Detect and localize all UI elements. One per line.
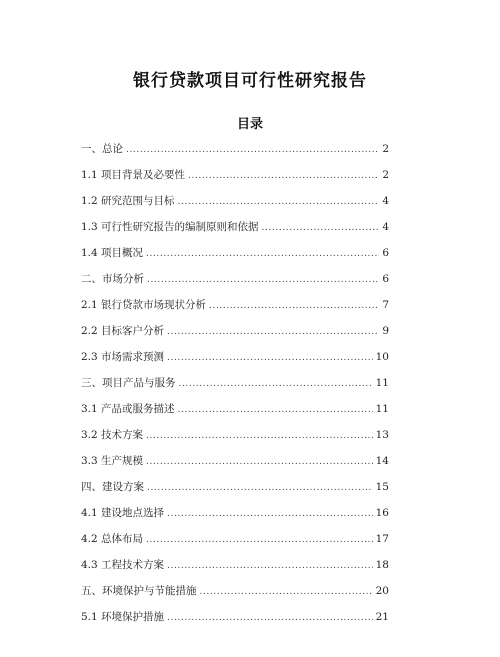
toc-entry[interactable] (81, 552, 389, 578)
toc-dot-leader (146, 527, 373, 553)
toc-entry[interactable] (81, 370, 389, 396)
toc-entry[interactable] (81, 448, 389, 474)
toc-entry-title: 四、建设方案 (81, 481, 144, 493)
toc-entry-title: 3.1 产品或服务描述 (81, 403, 175, 415)
toc-entry-page-number: 4 (382, 221, 389, 233)
toc-entry-page-number: 17 (375, 533, 389, 545)
toc-entry-title: 4.1 建设地点选择 (81, 507, 165, 519)
toc-entry-page-number: 6 (382, 273, 389, 285)
toc-entry-title: 三、项目产品与服务 (81, 377, 176, 389)
toc-entry[interactable] (81, 162, 389, 188)
toc-entry-page-number: 14 (375, 455, 389, 467)
toc-dot-leader (178, 189, 380, 215)
toc-entry[interactable] (81, 214, 389, 240)
toc-entry[interactable] (81, 136, 389, 162)
toc-entry[interactable] (81, 266, 389, 292)
toc-dot-leader (146, 449, 373, 475)
toc-dot-leader (146, 423, 373, 449)
toc-entry-title: 1.3 可行性研究报告的编制原则和依据 (81, 221, 259, 233)
toc-dot-leader (167, 501, 373, 527)
toc-dot-leader (167, 553, 373, 579)
toc-entry[interactable] (81, 292, 389, 318)
toc-entry-page-number: 16 (375, 507, 389, 519)
toc-entry-page-number: 21 (375, 611, 389, 623)
toc-entry-title: 二、市场分析 (81, 273, 144, 285)
toc-entry-title: 1.2 研究范围与目标 (81, 195, 175, 207)
toc-dot-leader (167, 319, 379, 345)
toc-entry-title: 3.3 生产规模 (81, 455, 144, 467)
toc-dot-leader (147, 475, 373, 501)
toc-entry-title: 1.4 项目概况 (81, 247, 144, 259)
toc-entry[interactable] (81, 344, 389, 370)
toc-entry[interactable] (81, 578, 389, 604)
toc-dot-leader (126, 137, 379, 163)
toc-entry[interactable] (81, 474, 389, 500)
toc-entry-page-number: 13 (375, 429, 389, 441)
toc-entry-page-number: 10 (375, 351, 389, 363)
toc-entry-page-number: 9 (382, 325, 389, 337)
toc-entry-page-number: 20 (375, 585, 389, 597)
toc-entry[interactable] (81, 396, 389, 422)
toc-entry-page-number: 11 (375, 377, 389, 389)
toc-dot-leader (167, 605, 373, 631)
toc-entry-title: 2.2 目标客户分析 (81, 325, 165, 337)
toc-entry-title: 2.3 市场需求预测 (81, 351, 165, 363)
toc-entry-title: 五、环境保护与节能措施 (81, 585, 197, 597)
toc-entry-page-number: 15 (375, 481, 389, 493)
toc-dot-leader (147, 267, 379, 293)
toc-entry[interactable] (81, 188, 389, 214)
toc-dot-leader (262, 215, 380, 241)
toc-dot-leader (178, 397, 373, 423)
toc-dot-leader (146, 241, 379, 267)
table-of-contents (81, 136, 389, 630)
toc-entry-page-number: 2 (382, 143, 389, 155)
toc-entry-title: 5.1 环境保护措施 (81, 611, 165, 623)
toc-entry-title: 一、总论 (81, 143, 123, 155)
toc-entry[interactable] (81, 422, 389, 448)
toc-entry-page-number: 2 (382, 169, 389, 181)
toc-entry-page-number: 6 (382, 247, 389, 259)
toc-dot-leader (188, 163, 379, 189)
toc-entry[interactable] (81, 318, 389, 344)
document-title: 银行贷款项目可行性研究报告 (133, 71, 367, 91)
toc-entry-page-number: 7 (382, 299, 389, 311)
toc-entry[interactable] (81, 500, 389, 526)
toc-entry-page-number: 18 (375, 559, 389, 571)
toc-entry-page-number: 11 (375, 403, 389, 415)
toc-dot-leader (209, 293, 379, 319)
toc-dot-leader (200, 579, 373, 605)
toc-heading: 目录 (236, 117, 263, 132)
toc-entry-page-number: 4 (382, 195, 389, 207)
toc-entry-title: 1.1 项目背景及必要性 (81, 169, 186, 181)
toc-entry-title: 3.2 技术方案 (81, 429, 144, 441)
toc-entry[interactable] (81, 526, 389, 552)
toc-entry[interactable] (81, 240, 389, 266)
toc-entry-title: 2.1 银行贷款市场现状分析 (81, 299, 207, 311)
toc-dot-leader (179, 371, 373, 397)
toc-entry[interactable] (81, 604, 389, 630)
toc-entry-title: 4.3 工程技术方案 (81, 559, 165, 571)
toc-dot-leader (167, 345, 373, 371)
toc-entry-title: 4.2 总体布局 (81, 533, 144, 545)
